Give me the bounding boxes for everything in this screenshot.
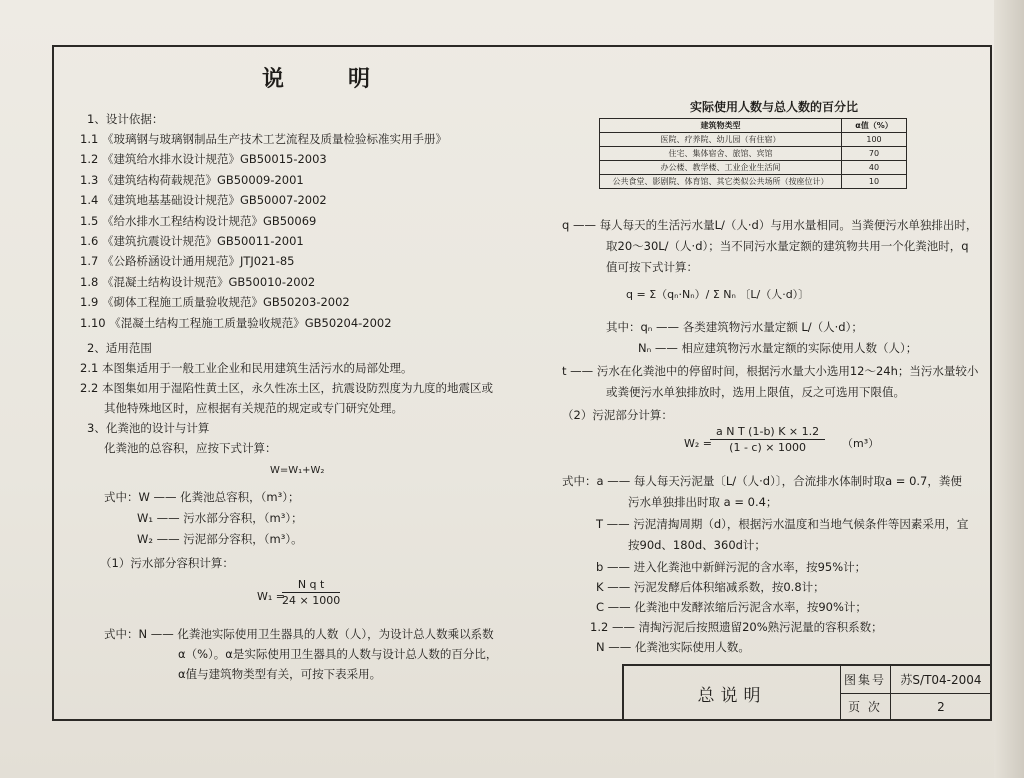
table-cell: 医院、疗养院、幼儿园（有住宿） (600, 133, 842, 147)
def-q-line3: 值可按下式计算： (606, 260, 698, 274)
usage-ratio-table (599, 118, 907, 189)
reference-item: 1.4 《建筑地基基础设计规范》GB50007-2002 (80, 193, 327, 208)
formula-w2-numerator: a N T (1-b) K × 1.2 (710, 425, 825, 440)
def-t-period-line2: 按90d、180d、360d计； (628, 538, 766, 552)
reference-item: 1.6 《建筑抗震设计规范》GB50011-2001 (80, 234, 304, 248)
atlas-number-value: 苏S/T04-2004 (900, 673, 982, 687)
def-n: N —— 化粪池实际使用人数。 (596, 640, 750, 654)
def-nn: Nₙ —— 相应建筑物污水量定额的实际使用人数（人）； (638, 341, 918, 355)
scope-2-1: 2.1 本图集适用于一般工业企业和民用建筑生活污水的局部处理。 (80, 361, 413, 375)
formula-total-volume: W=W₁+W₂ (270, 465, 325, 476)
reference-item: 1.10 《混凝土结构工程施工质量验收规范》GB50204-2002 (80, 315, 392, 330)
table-row (600, 133, 907, 147)
reference-item: 1.9 《砌体工程施工质量验收规范》GB50203-2002 (80, 295, 350, 310)
reference-item: 1.5 《给水排水工程结构设计规范》GB50069 (80, 213, 317, 228)
reference-item: 1.2 《建筑给水排水设计规范》GB50015-2003 (80, 152, 327, 167)
section-1-heading: 1、设计依据： (87, 112, 164, 126)
atlas-number-label: 图集号 (840, 666, 891, 693)
table-cell: 公共食堂、影剧院、体育馆、其它类似公共场所（按座位计） (600, 175, 842, 189)
reference-item: 1.3 《建筑结构荷载规范》GB50009-2001 (80, 172, 304, 187)
def-w: 式中：W —— 化粪池总容积，（m³）； (104, 490, 300, 504)
title-block (622, 664, 992, 721)
table-caption: 实际使用人数与总人数的百分比 (690, 100, 859, 114)
table-cell: 办公楼、教学楼、工业企业生活间 (600, 161, 842, 175)
def-w1: W₁ —— 污水部分容积，（m³）； (137, 511, 303, 525)
scope-2-2-line2: 其他特殊地区时，应根据有关规范的规定或专门研究处理。 (104, 401, 403, 415)
section-2-heading: 2、适用范围 (87, 341, 152, 355)
formula-w1-fraction (282, 578, 340, 607)
table-cell: 40 (842, 161, 907, 175)
def-t-line1: t —— 污水在化粪池中的停留时间，根据污水量大小选用12～24h；当污水量较小 (562, 364, 979, 378)
def-k: K —— 污泥发酵后体积缩减系数，按0.8计； (596, 580, 825, 594)
formula-w2-unit: （m³） (842, 437, 880, 450)
table-cell: 100 (842, 133, 907, 147)
formula-w2-fraction (710, 425, 825, 454)
table-header-row (600, 119, 907, 133)
table-header-cell: α值（%） (842, 119, 907, 133)
title-block-name: 总说明 (624, 666, 841, 721)
formula-w1-numerator: N q t (282, 578, 340, 593)
def-t-line2: 或粪便污水单独排放时，选用上限值，反之可选用下限值。 (606, 385, 905, 399)
title-block-page-row (840, 693, 992, 720)
page-title: 说 明 (262, 67, 371, 92)
formula-w2-denominator: (1 - c) × 1000 (729, 441, 806, 454)
def-n-line3: α值与建筑物类型有关，可按下表采用。 (178, 667, 382, 681)
page-number-value: 2 (937, 699, 945, 714)
def-n-line2: α（%）。α是实际使用卫生器具的人数与设计总人数的百分比， (178, 647, 498, 661)
def-c: C —— 化粪池中发酵浓缩后污泥含水率，按90%计； (596, 600, 867, 614)
def-n-line1: 式中：N —— 化粪池实际使用卫生器具的人数（人），为设计总人数乘以系数 (104, 627, 494, 641)
def-a-line2: 污水单独排出时取 a = 0.4； (628, 495, 778, 509)
formula-w2-lhs: W₂ = (684, 437, 712, 450)
table-cell: 住宅、集体宿舍、旅馆、宾馆 (600, 147, 842, 161)
def-a-line1: 式中：a —— 每人每天污泥量〔L/（人·d）〕，合流排水体制时取a = 0.7，粪便 (562, 474, 962, 488)
def-b: b —— 进入化粪池中新鲜污泥的含水率，按95%计； (596, 560, 867, 574)
section-3-heading: 3、化粪池的设计与计算 (87, 421, 210, 435)
reference-item: 1.1 《玻璃钢与玻璃钢制品生产技术工艺流程及质量检验标准实用手册》 (80, 132, 447, 146)
def-qn: 其中：qₙ —— 各类建筑物污水量定额 L/（人·d）； (606, 320, 863, 334)
subsection-sludge-volume: （2）污泥部分计算： (562, 408, 673, 422)
total-volume-intro: 化粪池的总容积，应按下式计算： (104, 441, 277, 455)
page-number-label: 页 次 (840, 693, 891, 720)
table-cell: 10 (842, 175, 907, 189)
reference-item: 1.7 《公路桥涵设计通用规范》JTJ021-85 (80, 254, 295, 269)
table-row (600, 161, 907, 175)
def-t-period-line1: T —— 污泥清掏周期（d），根据污水温度和当地气候条件等因素采用，宜 (596, 517, 969, 531)
binding-edge (994, 0, 1024, 778)
reference-item: 1.8 《混凝土结构设计规范》GB50010-2002 (80, 274, 316, 289)
def-q-line2: 取20～30L/（人·d）；当不同污水量定额的建筑物共用一个化粪池时，q (606, 239, 969, 253)
table-cell: 70 (842, 147, 907, 161)
def-w2: W₂ —— 污泥部分容积，（m³）。 (137, 532, 303, 546)
scope-2-2-line1: 2.2 本图集如用于湿陷性黄土区，永久性冻土区，抗震设防烈度为九度的地震区或 (80, 381, 493, 395)
def-q-line1: q —— 每人每天的生活污水量L/（人·d）与用水量相同。当粪便污水单独排出时， (562, 218, 978, 232)
title-block-atlas-row (840, 666, 992, 694)
table-row (600, 175, 907, 189)
subsection-sewage-volume: （1）污水部分容积计算： (100, 556, 234, 570)
formula-q: q = Σ（qₙ·Nₙ）/ Σ Nₙ 〔L/（人·d）〕 (626, 288, 810, 301)
table-header-cell: 建筑物类型 (600, 119, 842, 133)
table-row (600, 147, 907, 161)
formula-w1-lhs: W₁ = (257, 590, 285, 603)
formula-w1-denominator: 24 × 1000 (282, 594, 341, 607)
def-1-2: 1.2 —— 清掏污泥后按照遗留20%熟污泥量的容积系数； (590, 620, 883, 634)
